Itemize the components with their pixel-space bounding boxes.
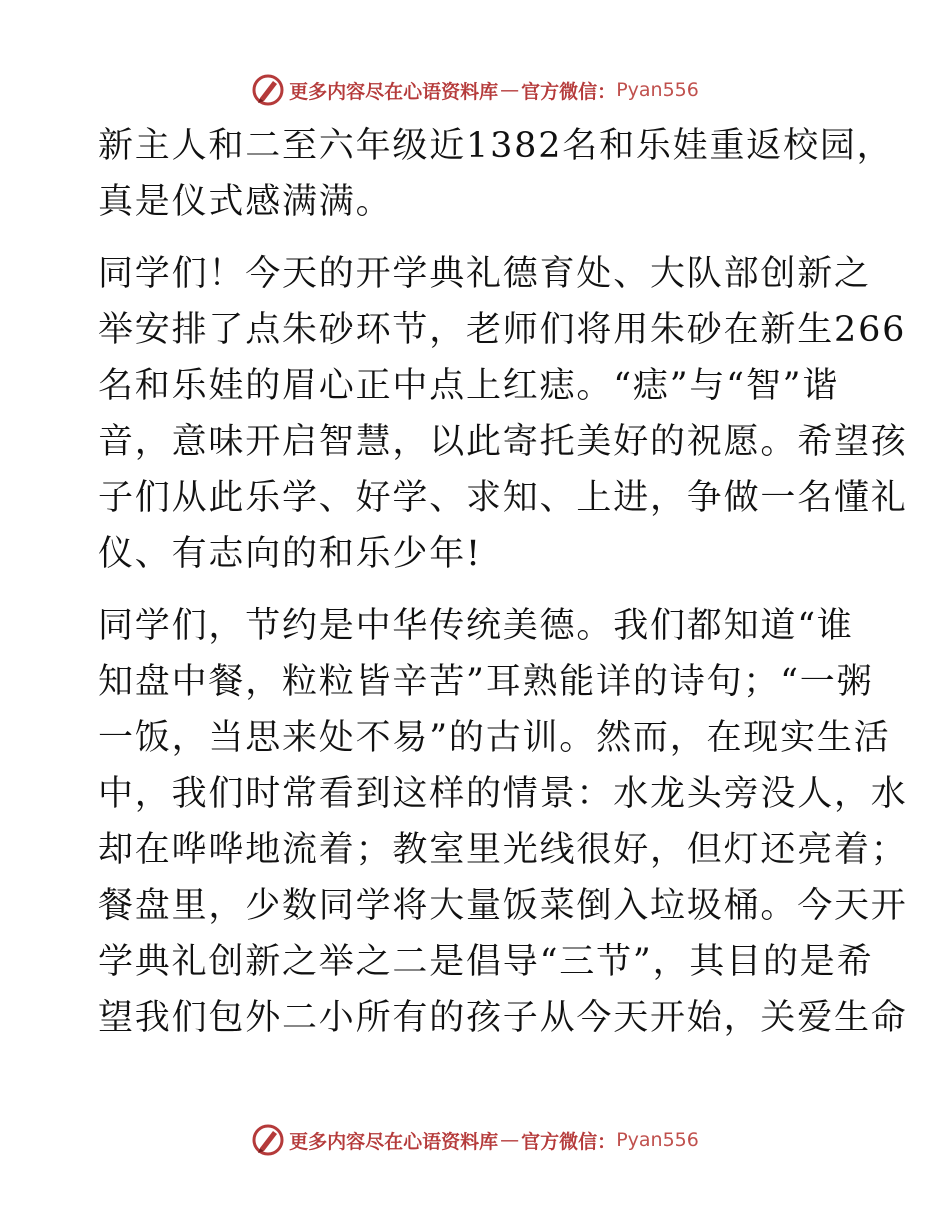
text-line: 仪、有志向的和乐少年! xyxy=(98,534,482,574)
watermark-separator: — xyxy=(500,1129,520,1151)
document-body xyxy=(98,118,908,1046)
text-line: 知盘中餐，粒粒皆辛苦”耳熟能详的诗句；“一粥 xyxy=(98,662,874,702)
paragraph-3 xyxy=(98,598,908,1046)
text-line: 名和乐娃的眉心正中点上红痣。“痣”与“智”谐 xyxy=(98,366,840,406)
text-line: 同学们！今天的开学典礼德育处、大队部创新之 xyxy=(98,254,871,294)
pen-logo-icon xyxy=(251,1123,285,1157)
watermark-site-text: 更多内容尽在心语资料库 xyxy=(289,1130,499,1153)
watermark-wechat-id: Pyan556 xyxy=(616,1129,699,1151)
text-line: 音，意味开启智慧，以此寄托美好的祝愿。希望孩 xyxy=(98,422,908,462)
text-line: 一饭，当思来处不易”的古训。然而，在现实生活 xyxy=(98,718,891,758)
text-line: 却在哗哗地流着；教室里光线很好，但灯还亮着； xyxy=(98,830,908,870)
paragraph-2 xyxy=(98,246,908,582)
text-line: 望我们包外二小所有的孩子从今天开始，关爱生命 xyxy=(98,998,908,1038)
footer-watermark xyxy=(0,1120,950,1160)
watermark-wechat-label: 官方微信： xyxy=(521,80,617,103)
paragraph-1 xyxy=(98,118,894,230)
text-line: 举安排了点朱砂环节，老师们将用朱砂在新生266 xyxy=(98,310,907,350)
text-line: 新主人和二至六年级近1382名和乐娃重返校园， xyxy=(98,126,894,166)
pen-logo-icon xyxy=(251,73,285,107)
watermark-site-text: 更多内容尽在心语资料库 xyxy=(289,80,499,103)
text-line: 同学们，节约是中华传统美德。我们都知道“谁 xyxy=(98,606,854,646)
text-line: 子们从此乐学、好学、求知、上进，争做一名懂礼 xyxy=(98,478,908,518)
text-line: 学典礼创新之举之二是倡导“三节”，其目的是希 xyxy=(98,942,874,982)
text-line: 中，我们时常看到这样的情景：水龙头旁没人，水 xyxy=(98,774,908,814)
watermark-separator: — xyxy=(500,79,520,101)
watermark-wechat-label: 官方微信： xyxy=(521,1130,617,1153)
text-line: 真是仪式感满满。 xyxy=(98,182,393,222)
text-line: 餐盘里，少数同学将大量饭菜倒入垃圾桶。今天开 xyxy=(98,886,908,926)
watermark-wechat-id: Pyan556 xyxy=(616,79,699,101)
header-watermark xyxy=(0,70,950,110)
